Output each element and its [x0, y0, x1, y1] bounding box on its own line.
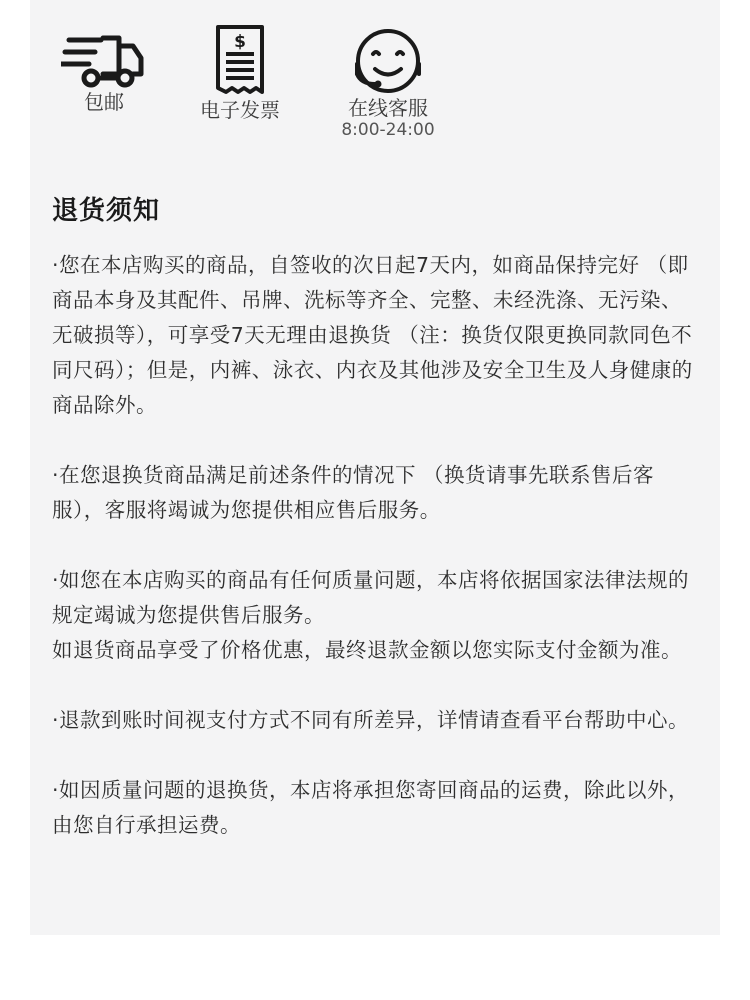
policy-card [30, 0, 720, 935]
policy-paragraph: ·如因质量问题的退换货，本店将承担您寄回商品的运费，除此以外，由您自行承担运费。 [52, 778, 690, 837]
service-online-support-label: 在线客服 [348, 96, 428, 120]
return-policy-body [52, 248, 702, 878]
delivery-truck-icon [61, 26, 147, 90]
policy-paragraph: ·退款到账时间视支付方式不同有所差异，详情请查看平台帮助中心。 [52, 708, 690, 732]
customer-service-headset-icon [351, 28, 425, 96]
service-e-invoice [190, 24, 290, 122]
service-e-invoice-label: 电子发票 [200, 98, 280, 122]
return-policy-title: 退货须知 [52, 196, 161, 226]
service-online-support [328, 28, 448, 140]
policy-paragraph: ·在您退换货商品满足前述条件的情况下 （换货请事先联系售后客服），客服将竭诚为您提供相应售后服务。 [52, 463, 655, 522]
service-free-shipping-label: 包邮 [84, 90, 124, 114]
service-free-shipping [58, 26, 150, 114]
receipt-invoice-icon [212, 24, 268, 98]
policy-paragraph: ·您在本店购买的商品，自签收的次日起7天内，如商品保持完好 （即商品本身及其配件、吊牌、洗标等齐全、完整、未经洗涤、无污染、无破损等），可享受7天无理由退换货 （注：换货仅限更换同款同色不同尺码）；但是，内裤、泳衣、内衣及其他涉及安全卫生及人身健康的商品除外。 [52, 253, 693, 417]
policy-paragraph: ·如您在本店购买的商品有任何质量问题，本店将依据国家法律法规的规定竭诚为您提供售后服务。 如退货商品享受了价格优惠，最终退款金额以您实际支付金额为准。 [52, 568, 690, 662]
svg-text:$: $ [234, 32, 246, 52]
service-hours: 8:00-24:00 [341, 120, 435, 140]
service-highlights [30, 0, 720, 170]
